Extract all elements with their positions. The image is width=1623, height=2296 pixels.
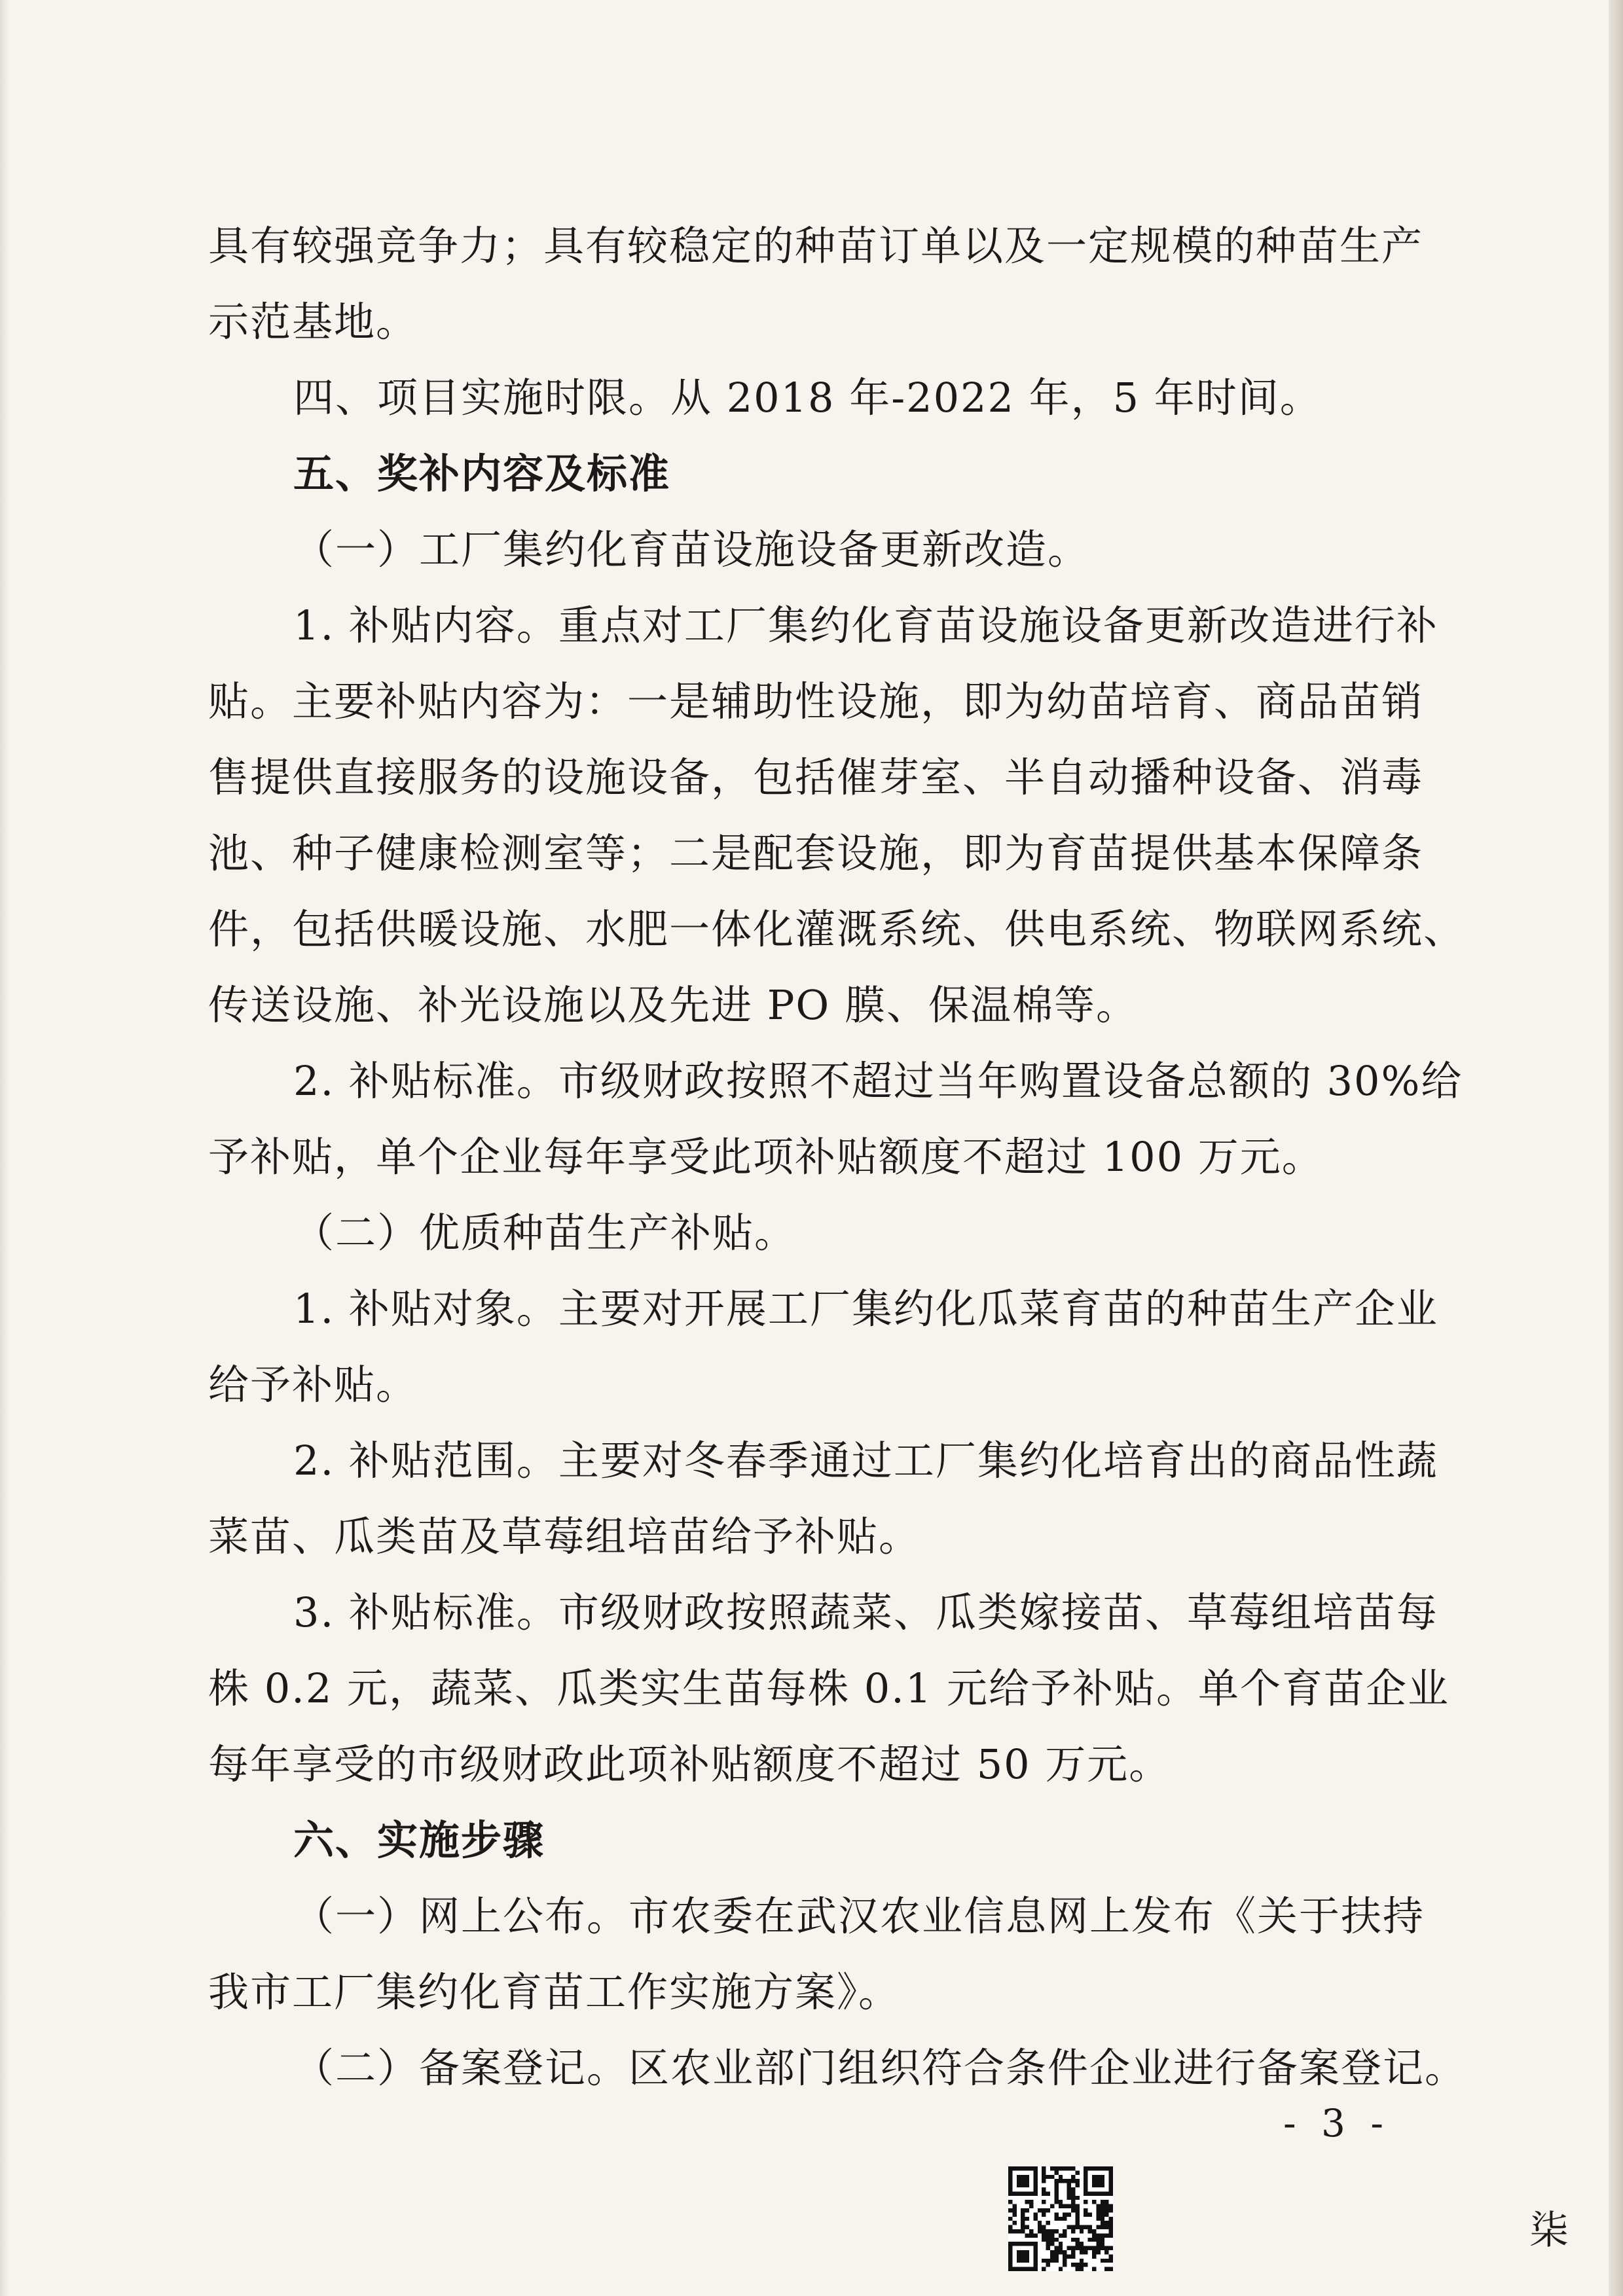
text-line: （一）网上公布。市农委在武汉农业信息网上发布《关于扶持 <box>293 1892 1425 1940</box>
page-number: - 3 - <box>1283 2101 1390 2145</box>
qr-code-icon <box>1008 2166 1113 2271</box>
scan-edge-right <box>1609 0 1623 2296</box>
text-line: 1. 补贴内容。重点对工厂集约化育苗设施设备更新改造进行补 <box>293 601 1438 649</box>
text-line: 六、实施步骤 <box>293 1816 545 1864</box>
text-line: 件，包括供暖设施、水肥一体化灌溉系统、供电系统、物联网系统、 <box>208 905 1466 953</box>
text-line: 池、种子健康检测室等；二是配套设施，即为育苗提供基本保障条 <box>208 829 1424 877</box>
text-line: 予补贴，单个企业每年享受此项补贴额度不超过 100 万元。 <box>208 1133 1324 1181</box>
footer-mark: 柒 <box>1529 2208 1569 2253</box>
text-line: 2. 补贴范围。主要对冬春季通过工厂集约化培育出的商品性蔬 <box>293 1437 1438 1484</box>
text-line: 2. 补贴标准。市级财政按照不超过当年购置设备总额的 30%给 <box>293 1057 1463 1105</box>
text-line: 售提供直接服务的设施设备，包括催芽室、半自动播种设备、消毒 <box>208 753 1424 801</box>
text-line: 给予补贴。 <box>208 1361 418 1408</box>
text-line: 我市工厂集约化育苗工作实施方案》。 <box>208 1968 901 2016</box>
text-line: 传送设施、补光设施以及先进 PO 膜、保温棉等。 <box>208 981 1138 1029</box>
scan-edge-left <box>0 0 9 2296</box>
text-line: 菜苗、瓜类苗及草莓组培苗给予补贴。 <box>208 1513 921 1560</box>
text-line: 四、项目实施时限。从 2018 年-2022 年，5 年时间。 <box>293 374 1322 422</box>
text-line: （二）优质种苗生产补贴。 <box>293 1209 797 1257</box>
text-line: 示范基地。 <box>208 298 418 346</box>
text-line: 1. 补贴对象。主要对开展工厂集约化瓜菜育苗的种苗生产企业 <box>293 1285 1438 1333</box>
text-line: 3. 补贴标准。市级财政按照蔬菜、瓜类嫁接苗、草莓组培苗每 <box>293 1588 1438 1636</box>
document-body <box>208 208 1467 2106</box>
text-line: 贴。主要补贴内容为：一是辅助性设施，即为幼苗培育、商品苗销 <box>208 677 1424 725</box>
text-line: 五、奖补内容及标准 <box>293 450 671 497</box>
text-line: 每年享受的市级财政此项补贴额度不超过 50 万元。 <box>208 1740 1171 1788</box>
text-line: （一）工厂集约化育苗设施设备更新改造。 <box>293 526 1090 573</box>
text-line: 具有较强竞争力；具有较稳定的种苗订单以及一定规模的种苗生产 <box>208 222 1424 270</box>
text-line: 株 0.2 元，蔬菜、瓜类实生苗每株 0.1 元给予补贴。单个育苗企业 <box>208 1664 1450 1712</box>
text-line: （二）备案登记。区农业部门组织符合条件企业进行备案登记。 <box>293 2044 1467 2092</box>
